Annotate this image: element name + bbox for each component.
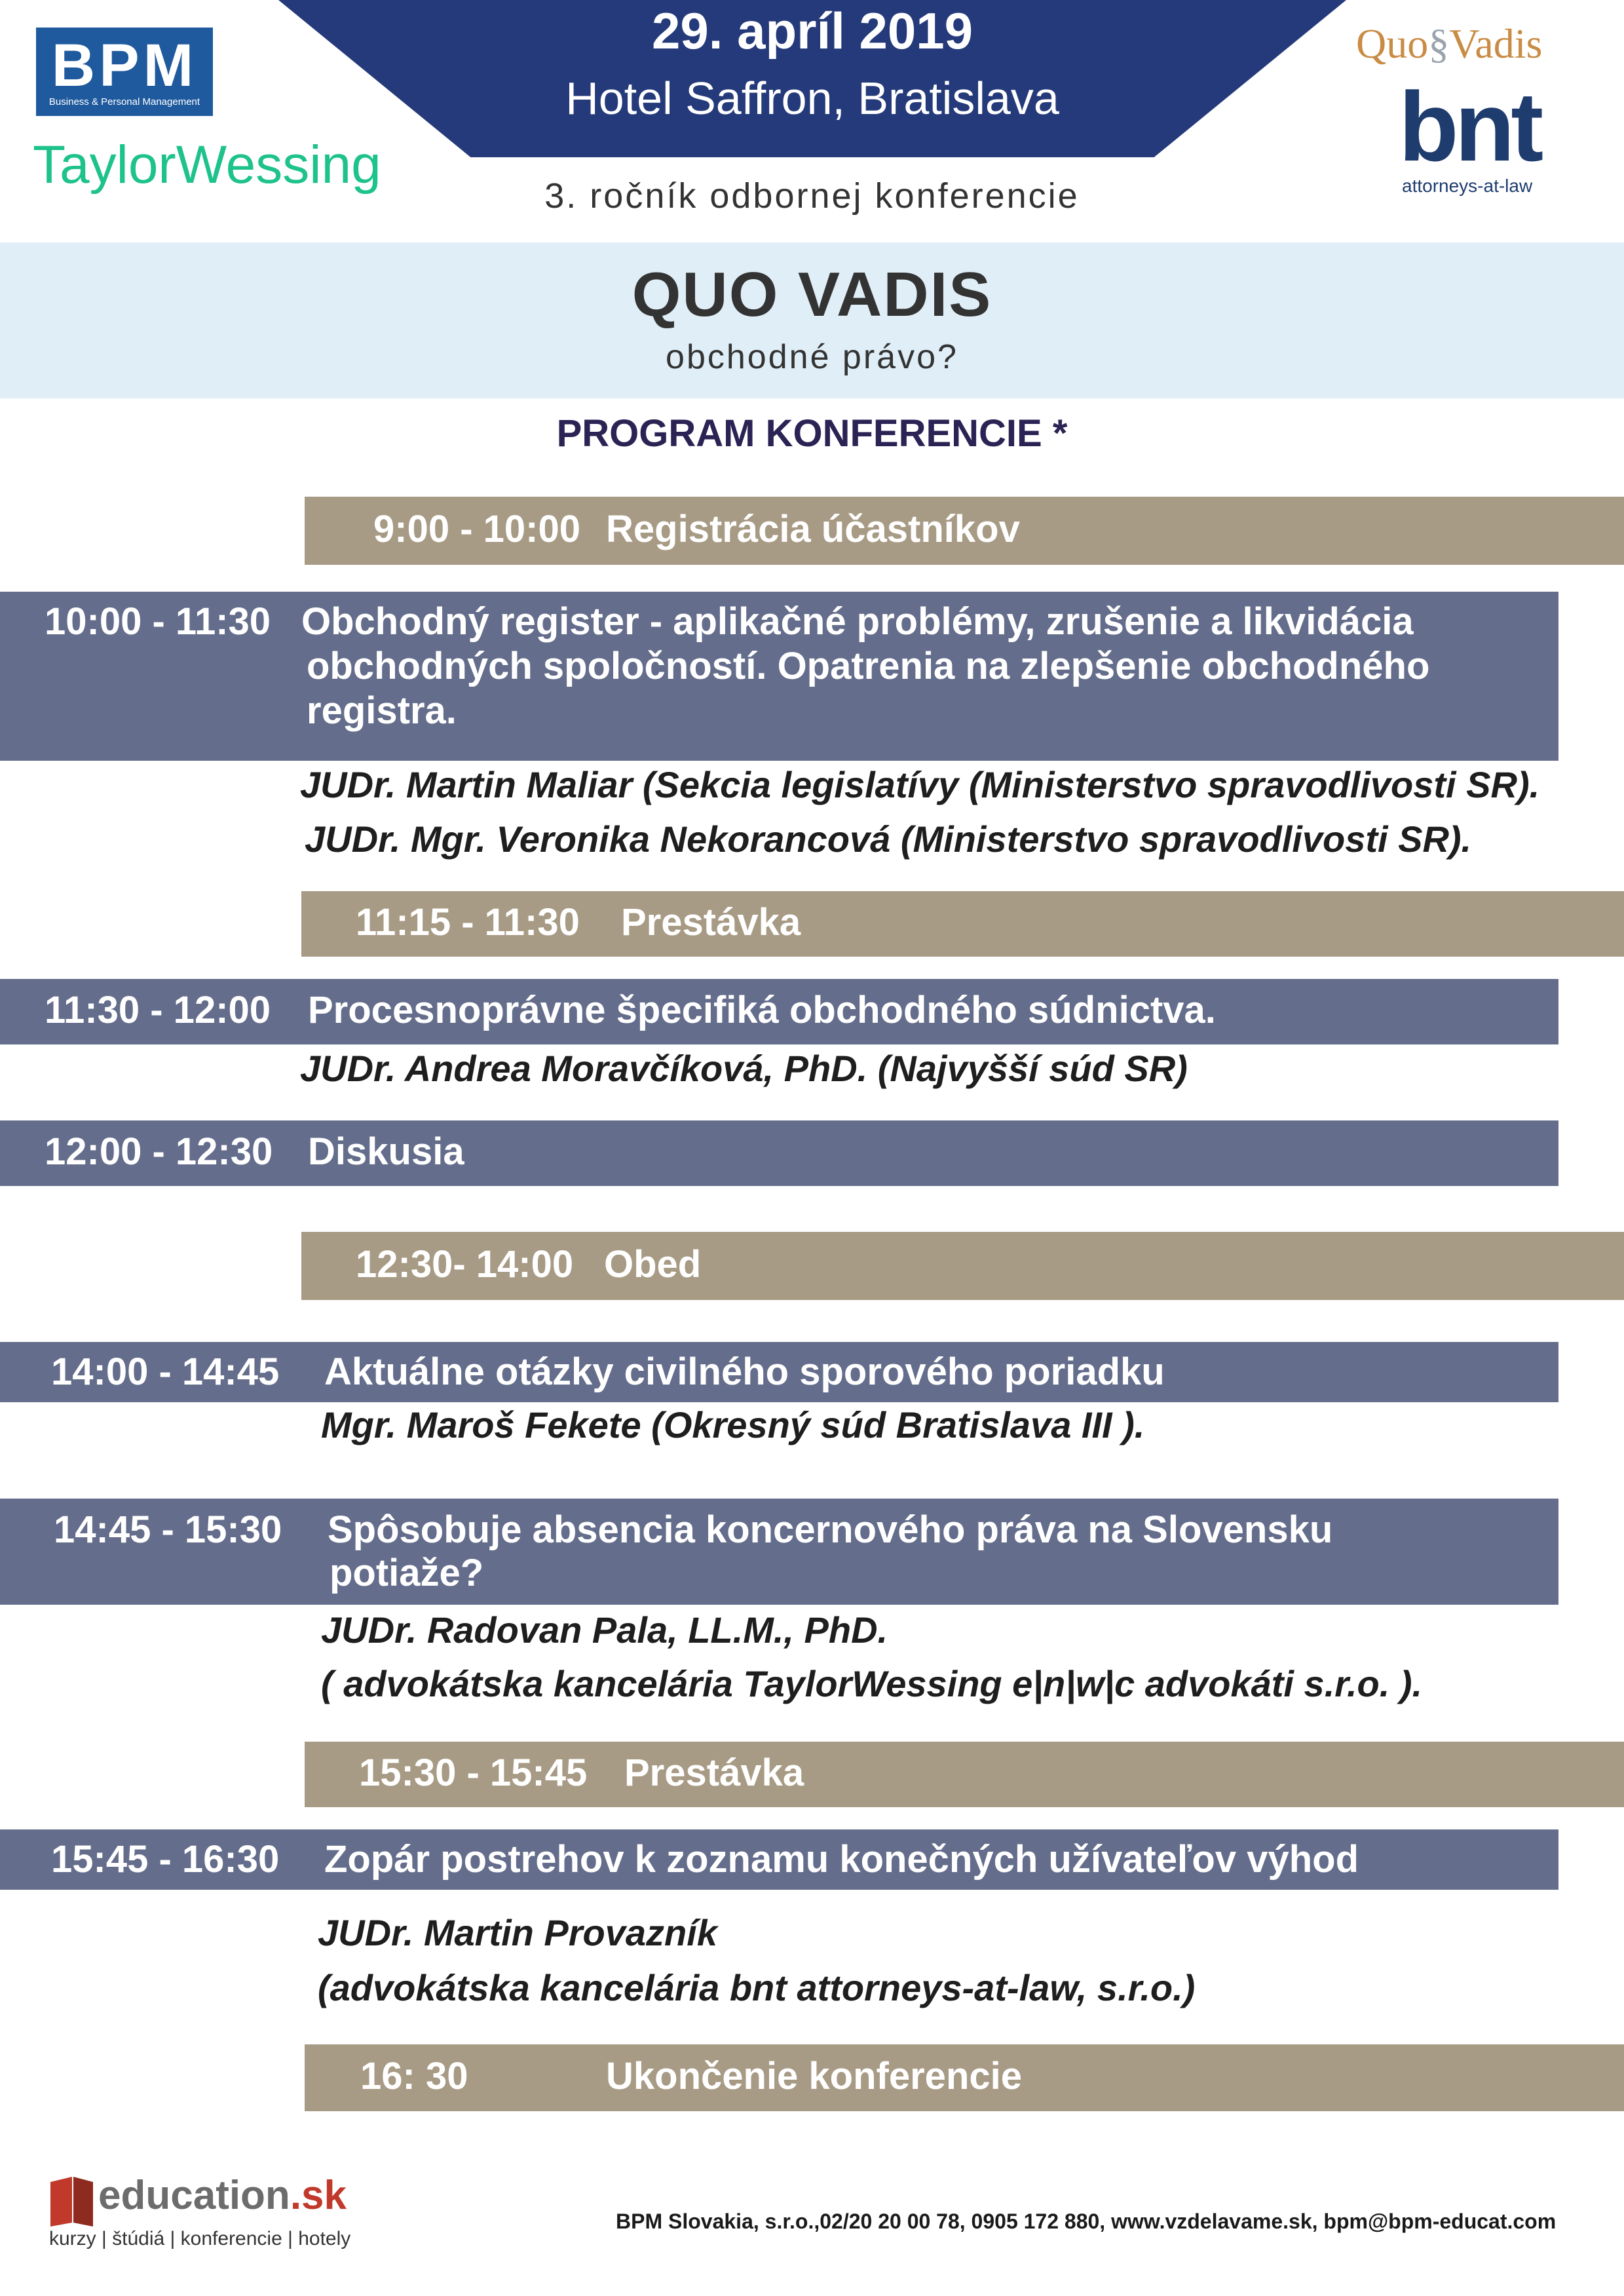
row-time: 11:15 - 11:30	[356, 901, 580, 944]
program-row-session-3	[0, 1120, 1558, 1186]
quovadis-logo-right: Vadis	[1449, 20, 1543, 67]
row-label: Ukončenie konferencie	[606, 2055, 1022, 2097]
speaker-6b: (advokátska kancelária bnt attorneys-at-law, s.r.o.)	[318, 1967, 1196, 2008]
row-label: Prestávka	[621, 901, 801, 944]
event-date: 29. apríl 2019	[651, 2, 973, 60]
row-label-line-2: obchodných spoločností. Opatrenia na zlepšenie obchodného	[307, 645, 1430, 687]
row-time: 10:00 - 11:30	[45, 600, 271, 643]
program-row-session-6	[0, 1829, 1558, 1890]
row-label: Aktuálne otázky civilného sporového poriadku	[324, 1350, 1165, 1393]
program-heading: PROGRAM KONFERENCIE *	[556, 412, 1068, 455]
bpm-logo-tagline: Business & Personal Management	[48, 96, 200, 107]
speaker-5b: ( advokátska kancelária TaylorWessing e|n|w|c advokáti s.r.o. ).	[321, 1663, 1423, 1704]
taylorwessing-logo: TaylorWessing	[33, 135, 381, 195]
speaker-5a: JUDr. Radovan Pala, LL.M., PhD.	[321, 1609, 888, 1651]
row-time: 14:45 - 15:30	[54, 1508, 282, 1551]
speaker-6a: JUDr. Martin Provazník	[318, 1912, 717, 1953]
quovadis-logo-left: Quo	[1356, 20, 1429, 67]
event-venue: Hotel Saffron, Bratislava	[565, 73, 1059, 124]
row-time: 12:00 - 12:30	[45, 1130, 273, 1173]
row-time: 12:30- 14:00	[356, 1243, 574, 1286]
education-logo	[98, 2172, 347, 2219]
education-logo-tld: .sk	[290, 2173, 347, 2218]
speaker-2: JUDr. Andrea Moravčíková, PhD. (Najvyšší súd SR)	[300, 1048, 1188, 1089]
bnt-logo: bnt	[1399, 71, 1540, 182]
row-label: Prestávka	[624, 1751, 804, 1794]
row-time: 11:30 - 12:00	[45, 989, 271, 1031]
speaker-4: Mgr. Maroš Fekete (Okresný súd Bratislava III ).	[321, 1404, 1145, 1445]
bpm-logo-text: BPM	[51, 32, 198, 99]
program-row-end	[305, 2044, 1624, 2111]
program-row-registration	[305, 497, 1624, 565]
row-label-line-1: Spôsobuje absencia koncernového práva na Slovensku	[328, 1508, 1333, 1551]
section-sign-icon: §	[1428, 20, 1450, 67]
edition-subtitle: 3. ročník odbornej konferencie	[544, 176, 1080, 216]
conference-subtitle: obchodné právo?	[666, 338, 958, 376]
row-time: 14:00 - 14:45	[51, 1350, 280, 1393]
program-row-session-5	[0, 1499, 1558, 1605]
education-tagline: kurzy | štúdiá | konferencie | hotely	[49, 2228, 351, 2249]
row-time: 16: 30	[360, 2055, 468, 2097]
conference-title: QUO VADIS	[632, 259, 992, 330]
footer-contact: BPM Slovakia, s.r.o.,02/20 20 00 78, 0905 172 880, www.vzdelavame.sk, bpm@bpm-educat.com	[616, 2210, 1557, 2233]
row-label: Procesnoprávne špecifiká obchodného súdnictva.	[308, 989, 1216, 1031]
row-label-line-2: potiaže?	[330, 1552, 484, 1594]
program-row-session-1	[0, 592, 1558, 761]
quovadis-logo	[1356, 20, 1542, 68]
row-label: Obed	[604, 1243, 702, 1286]
row-time: 9:00 - 10:00	[373, 508, 580, 550]
program-row-session-4	[0, 1342, 1558, 1402]
bnt-logo-tagline: attorneys-at-law	[1402, 176, 1533, 196]
row-label-line-3: registra.	[307, 689, 457, 732]
row-label-line-1: Obchodný register - aplikačné problémy, zrušenie a likvidácia	[301, 600, 1414, 643]
row-time: 15:30 - 15:45	[359, 1751, 588, 1794]
program-row-session-2	[0, 979, 1558, 1044]
speaker-1a: JUDr. Martin Maliar (Sekcia legislatívy (Ministerstvo spravodlivosti SR).	[300, 764, 1540, 805]
row-label: Registrácia účastníkov	[606, 508, 1020, 550]
row-label: Zopár postrehov k zoznamu konečných užívateľov výhod	[324, 1838, 1359, 1881]
row-time: 15:45 - 16:30	[51, 1838, 280, 1881]
program-row-break-1	[301, 891, 1624, 957]
education-logo-text: education	[98, 2173, 290, 2218]
speaker-1b: JUDr. Mgr. Veronika Nekorancová (Ministerstvo spravodlivosti SR).	[305, 818, 1472, 860]
row-label: Diskusia	[308, 1130, 464, 1173]
book-icon	[47, 2175, 100, 2228]
program-row-lunch	[301, 1232, 1624, 1300]
program-row-break-2	[305, 1742, 1624, 1807]
